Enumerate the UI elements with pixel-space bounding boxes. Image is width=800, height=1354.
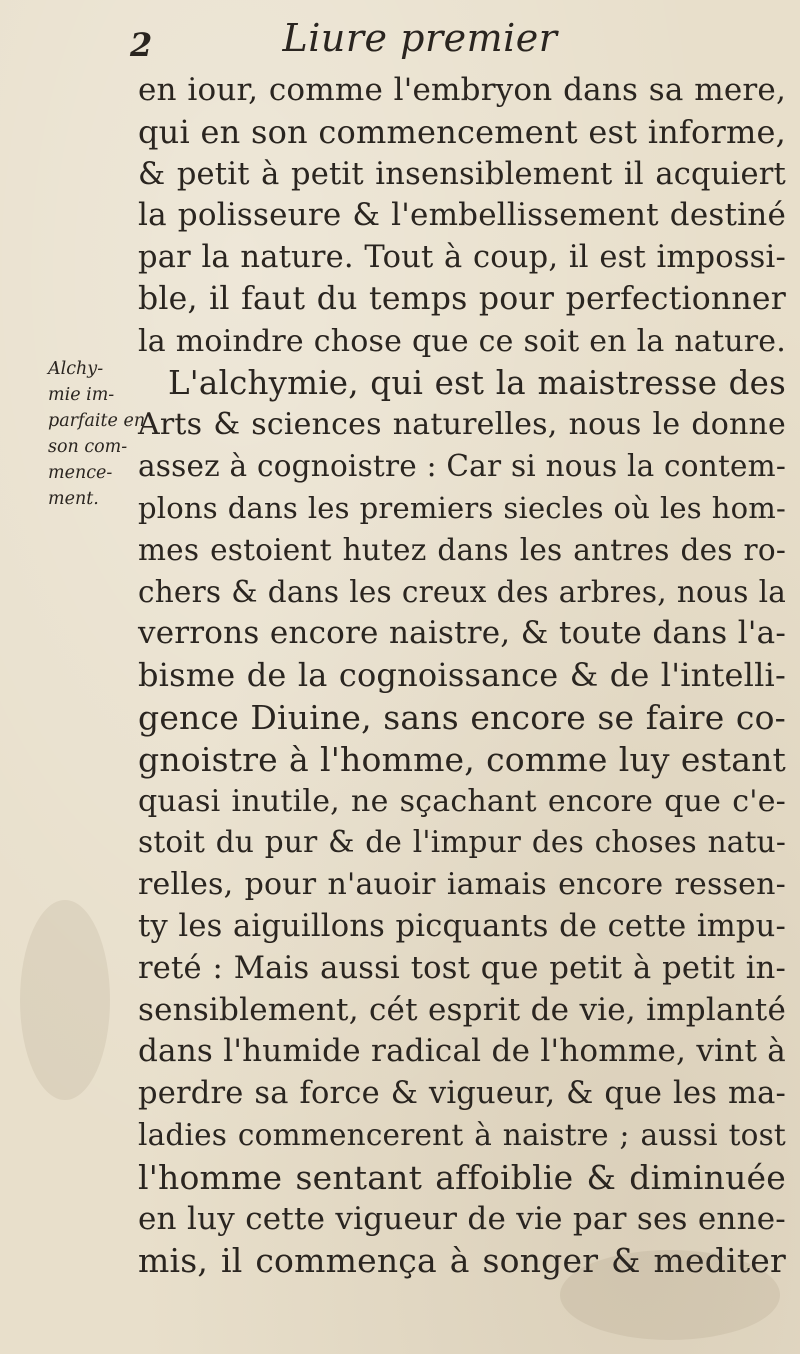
text-line: plons dans les premiers siecles où les hom- [138,490,786,525]
text-line: chers & dans les creux des arbres, nous la [138,574,786,609]
text-line: verrons encore naistre, & toute dans l'a- [138,615,786,652]
paper-stain [20,900,110,1100]
text-line: stoit du pur & de l'impur des choses natu- [138,825,786,860]
text-line: reté : Mais aussi tost que petit à petit in- [138,950,786,986]
text-line: gnoistre à l'homme, comme luy estant [138,739,786,779]
text-line: relles, pour n'auoir iamais encore ressen- [138,867,786,903]
running-head: Liure premier [282,16,558,60]
margin-note-line: mie im- [48,385,115,405]
text-line: ty les aiguillons picquants de cette impu- [138,908,786,944]
text-line: & petit à petit insensiblement il acquiert [138,156,786,192]
margin-note [48,356,146,512]
page-number: 2 [130,26,153,64]
text-line: gence Diuine, sans encore se faire co- [138,697,786,737]
text-line: la polisseure & l'embellissement destiné [138,197,786,234]
text-line: ladies commencerent à naistre ; aussi tost [138,1117,786,1152]
margin-note-line: parfaite en [48,411,146,431]
text-line: par la nature. Tout à coup, il est impossi- [138,240,786,276]
text-line: la moindre chose que ce soit en la nature. [138,323,786,359]
text-line: dans l'humide radical de l'homme, vint à [138,1033,786,1070]
text-line: sensiblement, cét esprit de vie, implanté [138,991,786,1028]
body-text [138,70,786,1282]
margin-note-line: mence- [48,463,113,483]
text-line: en iour, comme l'embryon dans sa mere, [138,72,786,108]
text-line: L'alchymie, qui est la maistresse des [168,363,786,402]
text-line: quasi inutile, ne sçachant encore que c'e- [138,783,786,819]
text-line: mes estoient hutez dans les antres des ro- [138,532,786,567]
margin-note-line: son com- [48,437,128,457]
text-line: bisme de la cognoissance & de l'intelli- [138,656,786,695]
text-line: assez à cognoistre : Car si nous la contem- [138,449,786,484]
text-line: qui en son commencement est informe, [138,112,786,151]
text-line: mis, il commença à songer & mediter [138,1241,786,1281]
margin-note-line: ment. [48,489,99,509]
text-line: l'homme sentant affoiblie & diminuée [138,1157,786,1197]
text-line: perdre sa force & vigueur, & que les ma- [138,1076,786,1112]
text-line: ble, il faut du temps pour perfectionner [138,280,786,317]
text-line: Arts & sciences naturelles, nous le donne [138,407,786,443]
text-line: en luy cette vigueur de vie par ses enne- [138,1200,786,1237]
margin-note-line: Alchy- [48,359,104,379]
